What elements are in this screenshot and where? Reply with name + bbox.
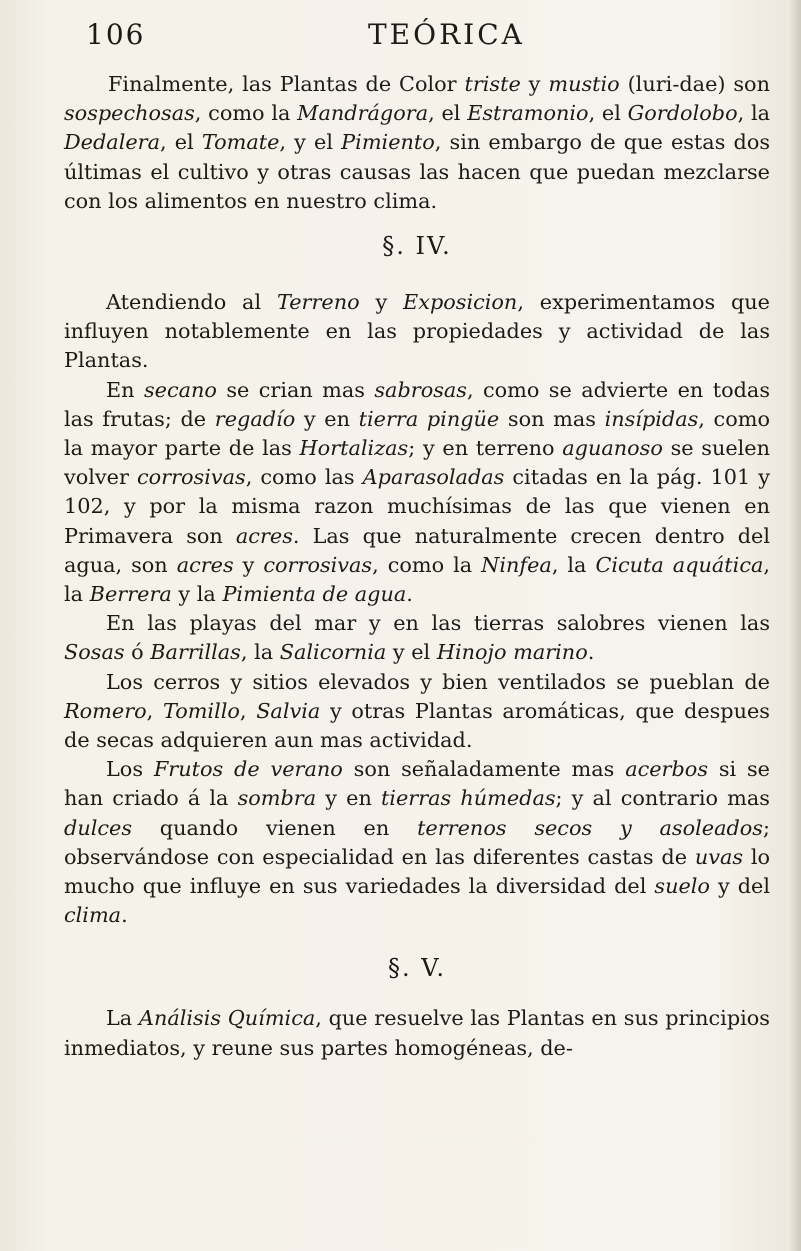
italic-term: Sosas <box>64 640 125 665</box>
paragraph <box>64 1004 770 1062</box>
text-run: y en <box>316 786 381 811</box>
text-run: , como la <box>372 552 482 577</box>
italic-term: sospechosas <box>64 101 195 126</box>
paragraph <box>64 288 770 376</box>
italic-term: clima <box>64 903 122 928</box>
italic-term: Salvia <box>256 698 321 723</box>
italic-term: triste <box>464 72 521 96</box>
italic-term: Terreno <box>276 290 360 315</box>
section-heading-v: §. V. <box>387 954 447 983</box>
text-run: Los <box>106 757 154 782</box>
page-header <box>86 18 766 58</box>
paragraph <box>64 70 770 216</box>
text-run: En <box>106 377 144 402</box>
italic-term: terrenos secos y asoleados <box>417 815 763 840</box>
text-run: son señaladamente mas <box>342 757 626 782</box>
italic-term: Salicornia <box>279 640 387 665</box>
italic-term: Mandrágora <box>297 101 429 126</box>
text-run: se suelen volver <box>64 436 770 490</box>
text-run: , como la <box>194 101 298 126</box>
italic-term: Estramonio <box>467 101 589 126</box>
text-run: . <box>587 640 595 665</box>
text-run: y <box>520 72 549 96</box>
text-run: , sin embargo de que estas dos últimas el cultivo y otras causas las hacen que puedan mezclarse con los alimentos en nuestro clima. <box>64 130 771 213</box>
text-run: ; y en terreno <box>408 436 563 461</box>
italic-term: mustio <box>548 72 620 96</box>
text-run: y otras Plantas aromáticas, que despues de secas adquieren aun mas actividad. <box>64 698 770 753</box>
paragraph <box>64 668 770 756</box>
text-run: , como las <box>245 465 363 490</box>
italic-term: Berrera <box>89 582 172 607</box>
italic-term: suelo <box>654 874 710 899</box>
text-run: , la <box>551 552 596 577</box>
text-run: , la <box>240 640 280 665</box>
italic-term: Hinojo marino <box>436 640 588 665</box>
text-run: . <box>121 903 128 928</box>
italic-term: acres <box>176 552 234 577</box>
text-run: ; observándose con especialidad en las diferentes castas de <box>64 815 770 869</box>
text-run: . Las que naturalmente crecen dentro del agua, son <box>64 523 770 577</box>
text-run: Atendiendo al <box>106 290 277 315</box>
text-run: , experimentamos que influyen notablemente en las propiedades y actividad de las Plantas. <box>64 290 770 373</box>
text-run: (luri-dae) son <box>619 72 770 96</box>
text-run: , el <box>160 130 202 155</box>
text-run: y en <box>295 406 359 431</box>
text-run: , <box>239 698 257 723</box>
text-run: , y el <box>279 130 342 155</box>
italic-term: Pimienta de agua <box>222 582 407 607</box>
text-run: y <box>233 552 264 577</box>
italic-term: sabrosas <box>374 377 467 402</box>
text-run: La <box>106 1006 139 1031</box>
text-run: , el <box>588 101 628 126</box>
text-run: ó <box>124 640 151 665</box>
page-edge-shadow <box>787 0 801 1251</box>
paragraph <box>64 755 770 930</box>
text-run: Finalmente, las Plantas de Color <box>108 72 465 96</box>
text-run: ; y al contrario mas <box>555 786 770 811</box>
italic-term: acres <box>235 523 293 548</box>
text-run: y la <box>171 582 223 607</box>
page-number: 106 <box>86 18 146 51</box>
italic-term: Hortalizas <box>299 436 409 461</box>
italic-term: Gordolobo <box>627 101 738 126</box>
section-iv-block <box>64 288 770 930</box>
text-run: si se han criado á la <box>64 757 770 811</box>
italic-term: Frutos de verano <box>153 757 343 782</box>
italic-term: Barrillas <box>150 640 241 665</box>
italic-term: Análisis Química <box>138 1006 316 1031</box>
text-run: , <box>146 698 163 723</box>
text-run: , la <box>64 552 770 607</box>
italic-term: aguanoso <box>562 436 663 461</box>
italic-term: acerbos <box>625 757 708 782</box>
italic-term: Ninfea <box>481 552 552 577</box>
italic-term: regadío <box>214 406 296 431</box>
text-run: y <box>359 290 404 315</box>
text-run: lo mucho que influye en sus variedades la diversidad del <box>64 844 770 899</box>
paragraph <box>64 609 770 667</box>
intro-block <box>64 70 770 216</box>
section-v-block <box>64 1004 770 1062</box>
italic-term: Tomate <box>201 130 280 155</box>
text-run: son mas <box>499 406 605 431</box>
italic-term: Tomillo <box>162 698 240 723</box>
running-title: TEÓRICA <box>368 18 525 51</box>
text-run: Los cerros y sitios elevados y bien ventilados se pueblan de <box>106 669 770 694</box>
text-run: , como la mayor parte de las <box>64 406 770 461</box>
text-run: quando vienen en <box>132 815 418 840</box>
italic-term: corrosivas <box>136 465 246 490</box>
text-run: , como se advierte en todas las frutas; de <box>64 377 770 431</box>
italic-term: Dedalera <box>64 130 160 155</box>
text-run: y del <box>709 874 771 899</box>
text-run: se crian mas <box>216 377 375 402</box>
text-run: , la <box>737 101 771 126</box>
italic-term: sombra <box>237 786 317 811</box>
italic-term: Aparasoladas <box>362 465 505 490</box>
section-heading-iv: §. IV. <box>382 232 452 261</box>
italic-term: tierra pingüe <box>358 406 500 431</box>
italic-term: secano <box>143 377 217 402</box>
paragraph <box>64 376 770 610</box>
text-run: , que resuelve las Plantas en sus principios inmediatos, y reune sus partes homogéneas, de- <box>64 1006 770 1060</box>
italic-term: Cicuta aquática <box>595 552 764 577</box>
text-run: En las playas del mar y en las tierras salobres vienen las <box>106 611 770 636</box>
text-run: citadas en la pág. 101 y 102, y por la misma razon muchísimas de las que vienen en Primavera son <box>64 465 770 548</box>
italic-term: corrosivas <box>263 552 373 577</box>
italic-term: tierras húmedas <box>380 786 556 811</box>
text-run: , el <box>428 101 468 126</box>
italic-term: Romero <box>64 698 147 723</box>
italic-term: Exposicion <box>403 290 518 315</box>
body-text <box>64 70 770 1063</box>
text-run: y el <box>386 640 437 665</box>
text-run: . <box>406 582 413 607</box>
italic-term: insípidas <box>604 406 699 431</box>
italic-term: Pimiento <box>341 130 435 155</box>
italic-term: dulces <box>64 815 132 840</box>
italic-term: uvas <box>694 844 744 869</box>
